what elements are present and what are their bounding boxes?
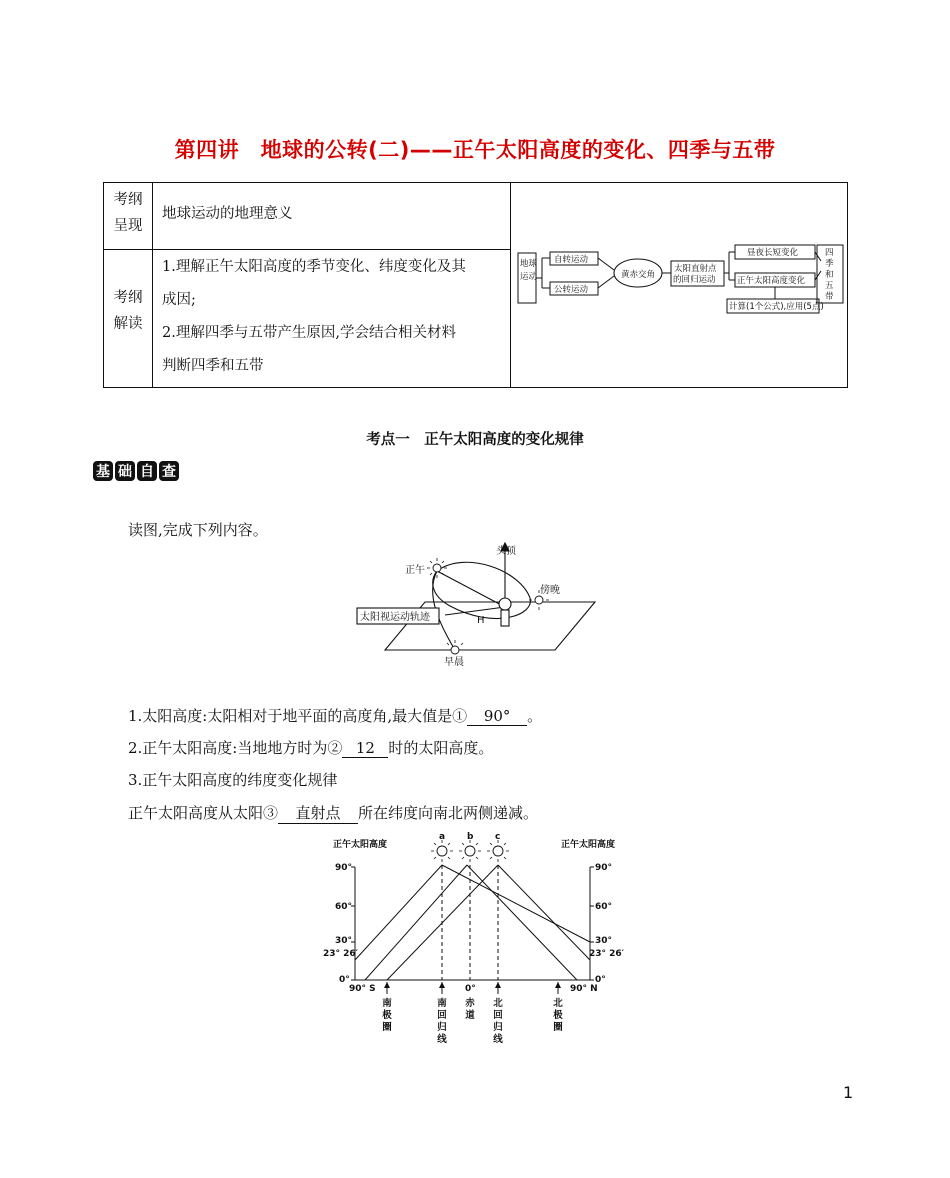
svg-text:基: 基 (96, 464, 110, 480)
svg-text:30°: 30° (595, 936, 613, 946)
svg-text:黄赤交角: 黄赤交角 (621, 270, 656, 280)
svg-text:太阳视运动轨迹: 太阳视运动轨迹 (360, 612, 430, 623)
section-heading: 考点一 正午太阳高度的变化规律 (366, 432, 584, 448)
svg-text:带: 带 (825, 292, 834, 302)
svg-text:地球: 地球 (520, 259, 538, 269)
svg-text:五: 五 (825, 281, 834, 291)
concept-map (511, 223, 847, 323)
svg-text:a: a (439, 832, 446, 842)
svg-text:线: 线 (493, 1034, 503, 1045)
svg-text:和: 和 (825, 270, 834, 280)
answer-blank-1: 90° (467, 707, 527, 726)
svg-text:北: 北 (493, 998, 503, 1009)
svg-text:北: 北 (553, 998, 563, 1009)
syllabus-table (103, 182, 848, 388)
svg-text:南: 南 (437, 998, 447, 1009)
answer-blank-2: 12 (342, 739, 388, 758)
svg-text:础: 础 (118, 464, 132, 480)
item-4: 正午太阳高度从太阳③ 直射点 所在纬度向南北两侧递减。 (128, 804, 539, 822)
item-1: 1.太阳高度:太阳相对于地平面的高度角,最大值是① 90° 。 (128, 707, 543, 725)
svg-text:季: 季 (825, 259, 834, 269)
row2-content: 1.理解正午太阳高度的季节变化、纬度变化及其 成因; 2.理解四季与五带产生原因,学会结合相关材料 判断四季和五带 (162, 259, 466, 374)
row2-label: 考纲 解读 (113, 290, 143, 332)
svg-text:四: 四 (825, 248, 834, 258)
svg-text:极: 极 (553, 1010, 563, 1021)
svg-text:正午太阳高度: 正午太阳高度 (561, 840, 616, 850)
svg-text:圈: 圈 (553, 1022, 563, 1033)
svg-text:自: 自 (140, 464, 154, 480)
svg-text:回: 回 (493, 1010, 503, 1021)
svg-text:90°: 90° (595, 863, 613, 873)
svg-text:c: c (495, 832, 501, 842)
svg-text:90° S: 90° S (349, 984, 376, 994)
svg-text:60°: 60° (335, 902, 353, 912)
page-number: 1 (843, 1083, 854, 1102)
svg-text:极: 极 (382, 1010, 392, 1021)
svg-text:查: 查 (162, 464, 176, 480)
svg-text:23° 26′: 23° 26′ (323, 949, 359, 959)
svg-text:90° N: 90° N (570, 984, 598, 994)
svg-text:头顶: 头顶 (496, 546, 516, 557)
svg-text:23° 26′: 23° 26′ (589, 949, 625, 959)
svg-text:的回归运动: 的回归运动 (673, 275, 716, 285)
svg-text:60°: 60° (595, 902, 613, 912)
svg-text:0°: 0° (339, 975, 350, 985)
badge-basics-self-check (92, 458, 184, 484)
svg-text:南: 南 (382, 998, 392, 1009)
svg-text:正午太阳高度: 正午太阳高度 (333, 840, 388, 850)
svg-text:公转运动: 公转运动 (554, 285, 589, 295)
svg-text:回: 回 (437, 1010, 447, 1021)
svg-text:0°: 0° (595, 975, 606, 985)
svg-text:归: 归 (437, 1022, 447, 1033)
svg-text:0°: 0° (465, 984, 476, 994)
svg-text:90°: 90° (335, 863, 353, 873)
svg-text:归: 归 (493, 1022, 503, 1033)
svg-text:b: b (467, 832, 474, 842)
row1-content: 地球运动的地理意义 (162, 206, 293, 222)
svg-text:运动: 运动 (520, 272, 538, 282)
svg-text:太阳直射点: 太阳直射点 (674, 264, 717, 274)
intro-text: 读图,完成下列内容。 (128, 521, 268, 539)
svg-text:H: H (477, 615, 485, 626)
svg-text:正午: 正午 (405, 565, 425, 576)
svg-text:30°: 30° (335, 936, 353, 946)
svg-text:赤: 赤 (465, 998, 475, 1009)
svg-text:道: 道 (465, 1010, 475, 1021)
svg-text:昼夜长短变化: 昼夜长短变化 (747, 248, 799, 258)
page-title: 第四讲 地球的公转(二)——正午太阳高度的变化、四季与五带 (174, 138, 776, 162)
row1-label: 考纲 呈现 (113, 192, 143, 234)
latitude-chart (315, 832, 645, 1052)
svg-text:傍晚: 傍晚 (540, 585, 560, 596)
svg-text:线: 线 (437, 1034, 447, 1045)
svg-text:圈: 圈 (382, 1022, 392, 1033)
answer-blank-3: 直射点 (278, 802, 358, 824)
svg-text:自转运动: 自转运动 (554, 255, 589, 265)
svg-text:正午太阳高度变化: 正午太阳高度变化 (737, 276, 806, 286)
item-2: 2.正午太阳高度:当地地方时为② 12 时的太阳高度。 (128, 739, 494, 757)
svg-text:早晨: 早晨 (444, 657, 464, 668)
sun-altitude-diagram (345, 540, 605, 670)
svg-text:计算(1个公式),应用(5点): 计算(1个公式),应用(5点) (729, 302, 824, 312)
item-3: 3.正午太阳高度的纬度变化规律 (128, 771, 338, 789)
